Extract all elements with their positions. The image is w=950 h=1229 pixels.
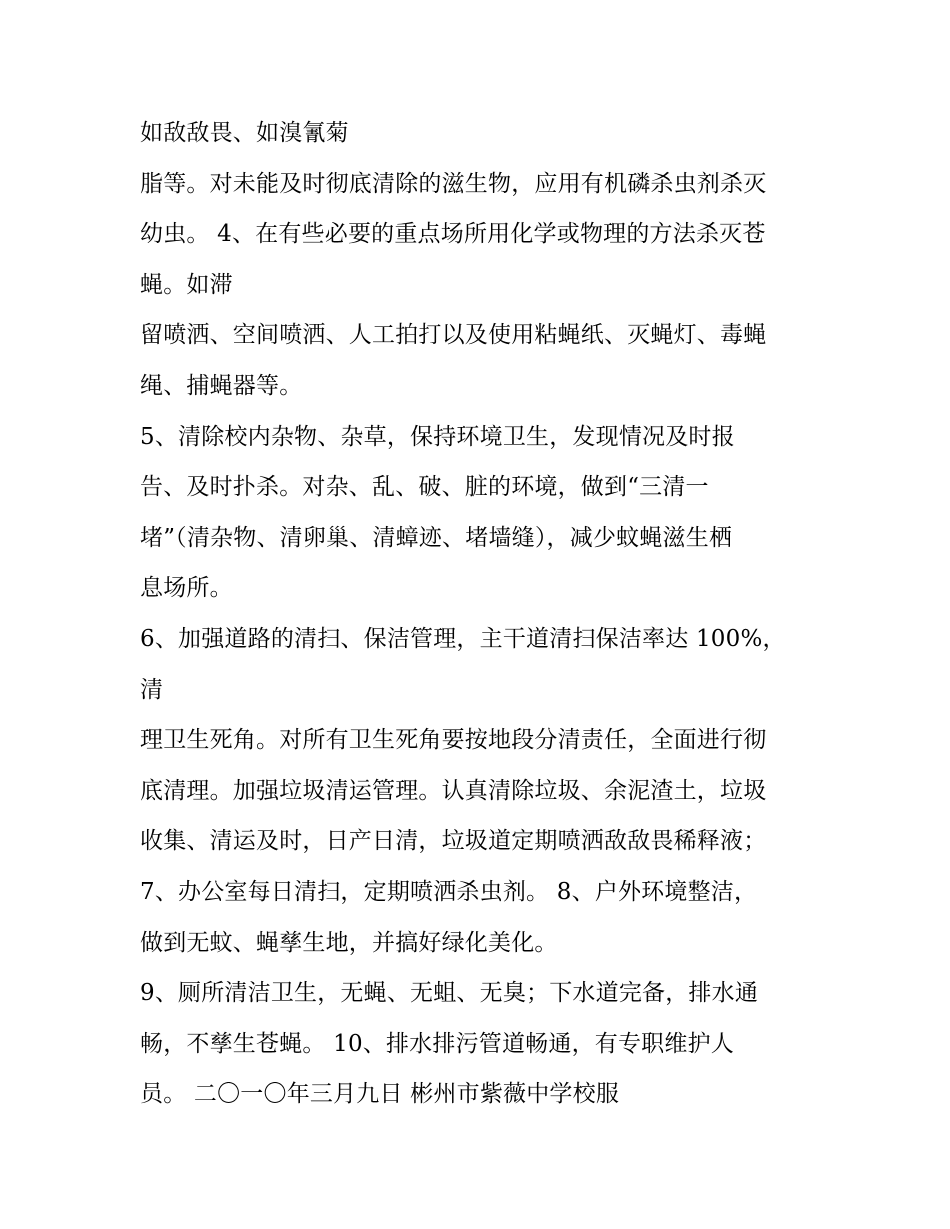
text-line: 做到无蚊、蝇孳生地，并搞好绿化美化。: [140, 929, 558, 956]
text-line: 员。 二〇一〇年三月九日 彬州市紫薇中学校服: [140, 1081, 620, 1108]
text-line: 收集、清运及时，日产日清，垃圾道定期喷洒敌敌畏稀释液；: [140, 828, 767, 855]
text-line: 5、清除校内杂物、杂草，保持环境卫生，发现情况及时报: [140, 423, 735, 450]
text-line: 堵”（清杂物、清卵巢、清蟑迹、堵墙缝），减少蚊蝇滋生栖: [140, 524, 733, 551]
text-line: 绳、捕蝇器等。: [140, 372, 303, 399]
text-line: 告、及时扑杀。对杂、乱、破、脏的环境，做到“三清一: [140, 474, 709, 501]
text-line: 蝇。如滞: [140, 271, 233, 298]
text-line: 理卫生死角。对所有卫生死角要按地段分清责任，全面进行彻: [140, 727, 767, 754]
text-line: 6、加强道路的清扫、保洁管理，主干道清扫保洁率达 100%，: [140, 625, 786, 652]
text-line: 如敌敌畏、如溴氰菊: [140, 120, 349, 146]
text-line: 留喷洒、空间喷洒、人工拍打以及使用粘蝇纸、灭蝇灯、毒蝇: [140, 322, 767, 349]
text-line: 9、厕所清洁卫生，无蝇、无蛆、无臭；下水道完备，排水通: [140, 980, 759, 1007]
text-line: 7、办公室每日清扫，定期喷洒杀虫剂。 8、户外环境整洁，: [140, 878, 758, 905]
text-line: 底清理。加强垃圾清运管理。认真清除垃圾、余泥渣土，垃圾: [140, 777, 767, 804]
text-line: 畅，不孳生苍蝇。 10、排水排污管道畅通，有专职维护人: [140, 1030, 734, 1057]
document-body: [140, 108, 830, 1120]
text-line: 息场所。: [140, 575, 233, 602]
text-line: 脂等。对未能及时彻底清除的滋生物，应用有机磷杀虫剂杀灭: [140, 170, 767, 197]
text-line: 幼虫。 4、在有些必要的重点场所用化学或物理的方法杀灭苍: [140, 221, 766, 248]
text-line: 清: [140, 676, 164, 703]
